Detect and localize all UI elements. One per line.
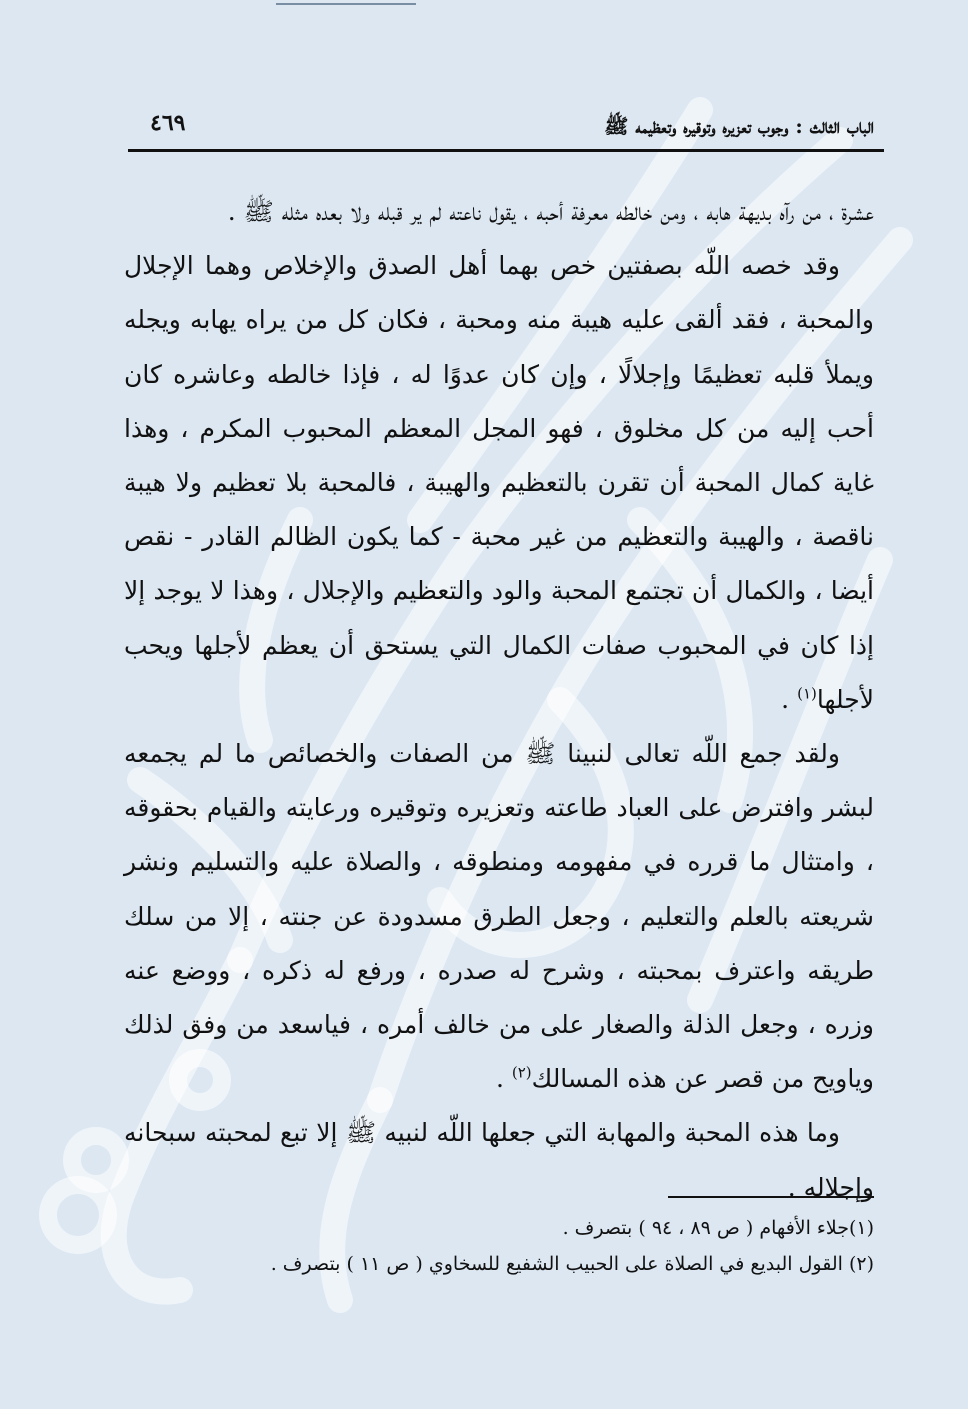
main-text: [124, 185, 874, 1215]
page-number: ٤٦٩: [150, 110, 186, 136]
footnotes: [124, 1210, 874, 1282]
paragraph-4: وما هذه المحبة والمهابة التي جعلها اللّه لنبيه ﷺ إلا تبع لمحبته سبحانه وإجلاله .: [124, 1118, 874, 1202]
paragraph-3: ولقد جمع اللّه تعالى لنبينا ﷺ من الصفات والخصائص ما لم يجمعه لبشر وافترض على العباد طاعته وتعزيره وتوقيره ورعايته والقيام بحقوقه ، وامتثال ما قرره في مفهومه ومنطوقه ، والصلاة عليه والتسليم ونشر شريعته بالعلم والتعليم ، وجعل الطرق مسدودة عن جنته ، إلا من سلك طريقه واعترف بمحبته ، وشرح له صدره ، ورفع له ذكره ، ووضع عنه وزره ، وجعل الذلة والصغار على من خالف أمره ، فياسعد من وفق لذلك وياويح من قصر عن هذه المسالك$^{(٢)}$ .: [124, 739, 874, 1094]
paragraph-2: وقد خصه اللّه بصفتين خص بهما أهل الصدق والإخلاص وهما الإجلال والمحبة ، فقد ألقى عليه هيبة منه ومحبة ، فكان كل من يراه يهابه ويجله ويملأ قلبه تعظيمًا وإجلالًا ، وإن كان عدوًا له ، فإذا خالطه وعاشره كان أحب إليه من كل مخلوق ، فهو المجل المعظم المحبوب المكرم ، وهذا غاية كمال المحبة أن تقرن بالتعظيم والهيبة ، فالمحبة بلا تعظيم ولا هيبة ناقصة ، والهيبة والتعظيم من غير محبة - كما يكون الظالم القادر - نقص أيضا ، والكمال أن تجتمع المحبة والود والتعظيم والإجلال ، وهذا لا يوجد إلا إذا كان في المحبوب صفات الكمال التي يستحق أن يعظم لأجلها ويحب لأجلها$^{(١)}$ .: [124, 251, 874, 714]
footnote-ref-2[interactable]: (٢): [511, 1063, 532, 1082]
top-edge-rule: [276, 3, 416, 5]
footnote-1: (١)جلاء الأفهام ( ص ٨٩ ، ٩٤ ) بتصرف .: [562, 1217, 874, 1239]
footnote-ref-1[interactable]: (١): [797, 684, 817, 703]
page-header: [128, 108, 884, 148]
paragraph-1: عشرة ، من رآه بديهة هابه ، ومن خالطه معرفة أحبه ، يقول ناعته لم ير قبله ولا بعده مثله ﷺ .: [227, 197, 874, 226]
footnote-separator: [668, 1196, 874, 1198]
footnote-2: (٢) القول البديع في الصلاة على الحبيب الشفيع للسخاوي ( ص ١١ ) بتصرف .: [270, 1253, 874, 1275]
header-rule: [128, 149, 884, 152]
chapter-title: الباب الثالث : وجوب تعزيره وتوقيره وتعظيمه ﷺ: [604, 114, 874, 138]
